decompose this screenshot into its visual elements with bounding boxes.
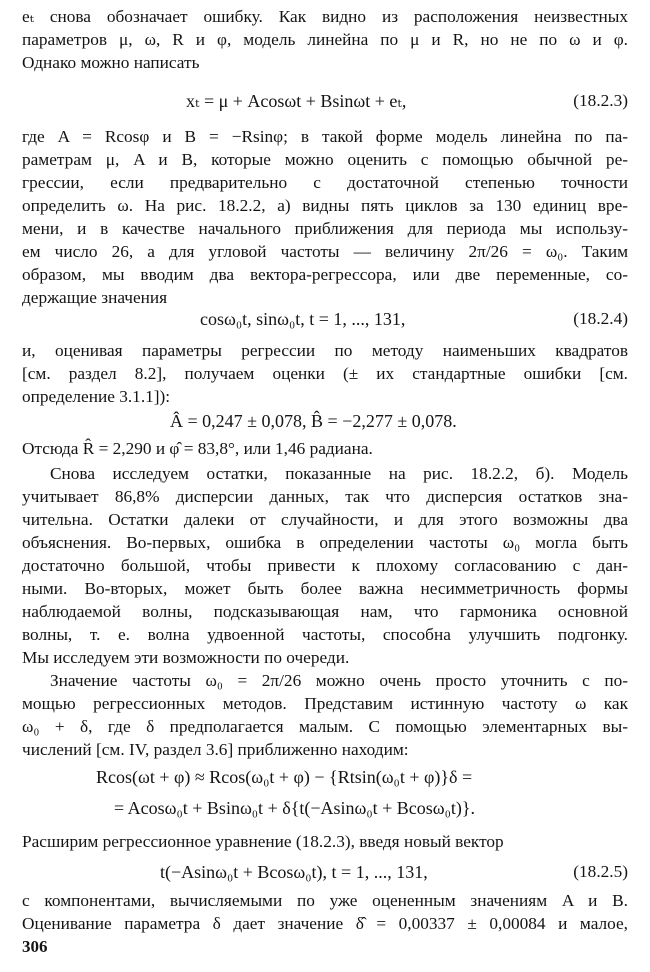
text-line: ными. Во-вторых, может быть более важна несимметричность формы bbox=[22, 579, 628, 598]
text-line: грессии, если предварительно с достаточной степенью точности bbox=[22, 173, 628, 192]
text-line: определение 3.1.1]): bbox=[22, 387, 171, 406]
text-line: мени, и в качестве начального приближения для периода мы использу- bbox=[22, 219, 628, 238]
equation-18-2-5: t(−Asinω₀t + Bcosω₀t), t = 1, ..., 131, bbox=[160, 862, 428, 882]
text-line: объяснения. Во-первых, ошибка в определении частоты ω₀ могла быть bbox=[22, 533, 628, 552]
text-line: учитывает 86,8% дисперсии данных, так что дисперсия остатков зна- bbox=[22, 487, 628, 506]
text-line: чительна. Остатки далеки от случайности, и для этого возможны два bbox=[22, 510, 628, 529]
text-line: Снова исследуем остатки, показанные на рис. 18.2.2, б). Модель bbox=[50, 464, 628, 483]
equation-18-2-4: cosω₀t, sinω₀t, t = 1, ..., 131, bbox=[200, 309, 406, 329]
text-line: ω₀ + δ, где δ предполагается малым. С помощью элементарных вы- bbox=[22, 717, 628, 736]
text-line: достаточно большой, чтобы привести к плохому согласованию с дан- bbox=[22, 556, 628, 575]
text-line: где A = Rcosφ и B = −Rsinφ; в такой форме модель линейна по па- bbox=[22, 127, 628, 146]
text-line: и, оценивая параметры регрессии по методу наименьших квадратов bbox=[22, 341, 628, 360]
text-line: eₜ снова обозначает ошибку. Как видно из расположения неизвестных bbox=[22, 7, 628, 26]
text-line: Однако можно написать bbox=[22, 53, 200, 72]
text-line: наблюдаемой волны, подсказывающая нам, что гармоника основной bbox=[22, 602, 628, 621]
text-line: ем число 26, а для угловой частоты — величину 2π/26 = ω₀. Таким bbox=[22, 242, 628, 261]
text-line: [см. раздел 8.2], получаем оценки (± их стандартные ошибки [см. bbox=[22, 364, 628, 383]
text-line: мощью регрессионных методов. Представим истинную частоту ω как bbox=[22, 694, 628, 713]
text-line: параметров μ, ω, R и φ, модель линейна по μ и R, но не по ω и φ. bbox=[22, 30, 628, 49]
text-line: с компонентами, вычисляемыми по уже оцененным значениям A и B. bbox=[22, 891, 628, 910]
approximation-line-2: = Acosω₀t + Bsinω₀t + δ{t(−Asinω₀t + Bcosω₀t)}. bbox=[114, 798, 476, 818]
text-line: числений [см. IV, раздел 3.6] приближенно находим: bbox=[22, 740, 409, 759]
text-line: держащие значения bbox=[22, 288, 168, 307]
approximation-line-1: Rcos(ωt + φ) ≈ Rcos(ω₀t + φ) − {Rtsin(ω₀t + φ)}δ = bbox=[96, 767, 473, 787]
text-line: Мы исследуем эти возможности по очереди. bbox=[22, 648, 350, 667]
text-line: определить ω. На рис. 18.2.2, а) видны пять циклов за 130 единиц вре- bbox=[22, 196, 628, 215]
text-line: Отсюда R̂ = 2,290 и φ̂ = 83,8°, или 1,46 радиана. bbox=[22, 439, 373, 458]
equation-number: (18.2.3) bbox=[573, 91, 628, 110]
text-line: раметрам μ, A и B, которые можно оценить с помощью обычной ре- bbox=[22, 150, 628, 169]
page-number: 306 bbox=[22, 937, 48, 956]
text-line: Расширим регрессионное уравнение (18.2.3), введя новый вектор bbox=[22, 832, 504, 851]
equation-18-2-3: xₜ = μ + Acosωt + Bsinωt + eₜ, bbox=[186, 91, 407, 111]
text-line: Значение частоты ω₀ = 2π/26 можно очень просто уточнить с по- bbox=[50, 671, 628, 690]
text-line: образом, мы вводим два вектора-регрессора, или две переменные, со- bbox=[22, 265, 628, 284]
equation-number: (18.2.4) bbox=[573, 309, 628, 328]
equation-number: (18.2.5) bbox=[573, 862, 628, 881]
text-line: Оценивание параметра δ дает значение δ̂ = 0,00337 ± 0,00084 и малое, bbox=[22, 914, 628, 933]
estimates-equation: Â = 0,247 ± 0,078, B̂ = −2,277 ± 0,078. bbox=[170, 411, 457, 431]
text-line: волны, т. е. волна удвоенной частоты, способна улучшить подгонку. bbox=[22, 625, 628, 644]
